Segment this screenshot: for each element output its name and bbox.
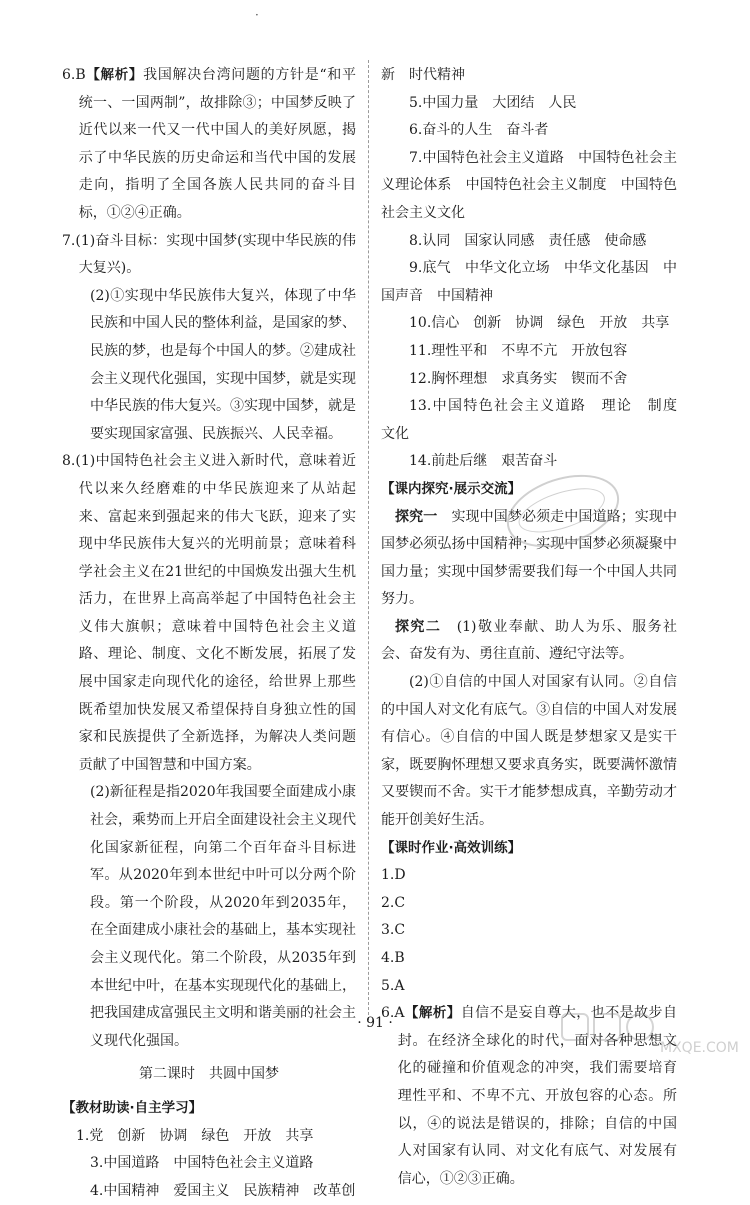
- left-column: [62, 62, 356, 1205]
- study-item-10: 10.信心 创新 协调 绿色 开放 共享: [409, 315, 670, 332]
- section-heading-self-study: 【教材助读·自主学习】: [62, 1099, 203, 1116]
- homework-answer-5: 5.A: [381, 977, 405, 994]
- page-number: · 91 ·: [357, 1015, 393, 1031]
- answer-7-part2: (2)①实现中华民族伟大复兴，体现了中华民族和中国人民的整体利益，是国家的梦、民族的梦，也是每个中国人的梦。②建成社会主义现代化强国，实现中国梦，就是实现中华民族的伟大复兴。③实现中国梦，就是要实现国家富强、民族振兴、人民幸福。: [90, 287, 356, 442]
- homework-answer-1: 1.D: [381, 867, 406, 884]
- study-item-6: 6.奋斗的人生 奋斗者: [409, 122, 549, 139]
- answer-6-text: 我国解决台湾问题的方针是“和平统一、一国两制”，故排除③；中国梦反映了近代以来一代又一代中国人的美好夙愿，揭示了中华民族的历史命运和当代中国的发展走向，指明了全国各族人民共同的奋斗目标，①②④正确。: [78, 67, 356, 221]
- explore-2: [381, 614, 677, 669]
- explore-1-label: 探究一: [395, 508, 438, 525]
- answer-7-part1: 7.(1)奋斗目标：实现中国梦(实现中华民族的伟大复兴)。: [62, 232, 356, 277]
- explore-2-part2: (2)①自信的中国人对国家有认同。②自信的中国人对文化有底气。③自信的中国人对发展有信心。④自信的中国人既是梦想家又是实干家，既要胸怀理想又要求真务实，既要满怀激情又要锲而不舍。实干才能梦想成真，辛勤劳动才能开创美好生活。: [381, 674, 677, 829]
- study-item-13: 13.中国特色社会主义道路 理论 制度 文化: [381, 398, 691, 442]
- explore-2-label: 探究二: [395, 618, 442, 635]
- homework-answer-3: 3.C: [381, 922, 406, 939]
- study-item-4-continued: 新 时代精神: [381, 67, 465, 83]
- homework-answer-4: 4.B: [381, 950, 405, 966]
- homework-answer-2: 2.C: [381, 894, 406, 911]
- section-heading-homework: 【课时作业·高效训练】: [381, 839, 522, 856]
- analysis-tag: 【解析】: [85, 67, 144, 83]
- answer-8-part2: (2)新征程是指2020年我国要全面建成小康社会，乘势而上开启全面建设社会主义现代化国家新征程，向第二个百年奋斗目标进军。从2020年到本世纪中叶可以分两个阶段。第一个阶段，从2020年到2035年，在全面建成小康社会的基础上，基本实现社会主义现代化。第二个阶段，从2035年到本世纪中叶，在基本实现现代化的基础上，把我国建成富强民主文明和谐美丽的社会主义现代化强国。: [90, 784, 356, 1049]
- study-item-14: 14.前赴后继 艰苦奋斗: [409, 453, 558, 470]
- explore-1-text: 实现中国梦必须走中国道路；实现中国梦必须弘扬中国精神；实现中国梦必须凝聚中国力量；实现中国梦需要我们每一个中国人共同努力。: [381, 508, 678, 608]
- study-item-8: 8.认同 国家认同感 责任感 使命感: [409, 232, 647, 249]
- answer-6: [62, 62, 356, 228]
- study-item-3: 3.中国道路 中国特色社会主义道路: [90, 1155, 314, 1172]
- study-item-4: 4.中国精神 爱国主义 民族精神 改革创: [90, 1182, 356, 1199]
- section-heading-explore: 【课内探究·展示交流】: [381, 480, 522, 497]
- study-item-12: 12.胸怀理想 求真务实 锲而不舍: [409, 370, 628, 387]
- watermark-text: MXQE.COM: [660, 1040, 739, 1055]
- study-item-7: 7.中国特色社会主义道路 中国特色社会主义理论体系 中国特色社会主义制度 中国特色社会主义文化: [381, 149, 677, 221]
- study-item-11: 11.理性平和 不卑不亢 开放包容: [409, 342, 628, 359]
- homework-answer-6-text: 自信不是妄自尊大，也不是故步自封。在经济全球化的时代，面对各种思想文化的碰撞和价值观念的冲突，我们需要培育理性平和、不卑不亢、开放包容的心态。所以，④的说法是错误的，排除；自信的中国人对国家有认同、对文化有底气、对发展有信心，①②③正确。: [397, 1005, 678, 1187]
- homework-answer-6-number: 6.A: [381, 1005, 405, 1022]
- analysis-tag: 【解析】: [404, 1005, 461, 1022]
- answer-6-number: 6.B: [62, 67, 86, 83]
- explore-2-part1: (1)敬业奉献、助人为乐、服务社会、奋发有为、勇往直前、遵纪守法等。: [381, 618, 677, 663]
- study-item-1: 1.党 创新 协调 绿色 开放 共享: [76, 1127, 314, 1144]
- column-divider: [368, 60, 369, 1020]
- lesson-title: 第二课时 共圆中国梦: [139, 1066, 279, 1083]
- study-item-5: 5.中国力量 大团结 人民: [409, 94, 577, 111]
- study-item-9: 9.底气 中华文化立场 中华文化基因 中国声音 中国精神: [381, 260, 677, 304]
- answer-8-part1: 8.(1)中国特色社会主义进入新时代，意味着近代以来久经磨难的中华民族迎来了从站起来、富起来到强起来的伟大飞跃，迎来了实现中华民族伟大复兴的光明前景；意味着科学社会主义在21世纪的中国焕发出强大生机活力，在世界上高高举起了中国特色社会主义伟大旗帜；意味着中国特色社会主义道路、理论、制度、文化不断发展，拓展了发展中国家走向现代化的途径，给世界上那些既希望加快发展又希望保持自身独立性的国家和民族提供了全新选择，为解决人类问题贡献了中国智慧和中国方案。: [62, 453, 356, 773]
- top-mark: ·: [255, 8, 259, 22]
